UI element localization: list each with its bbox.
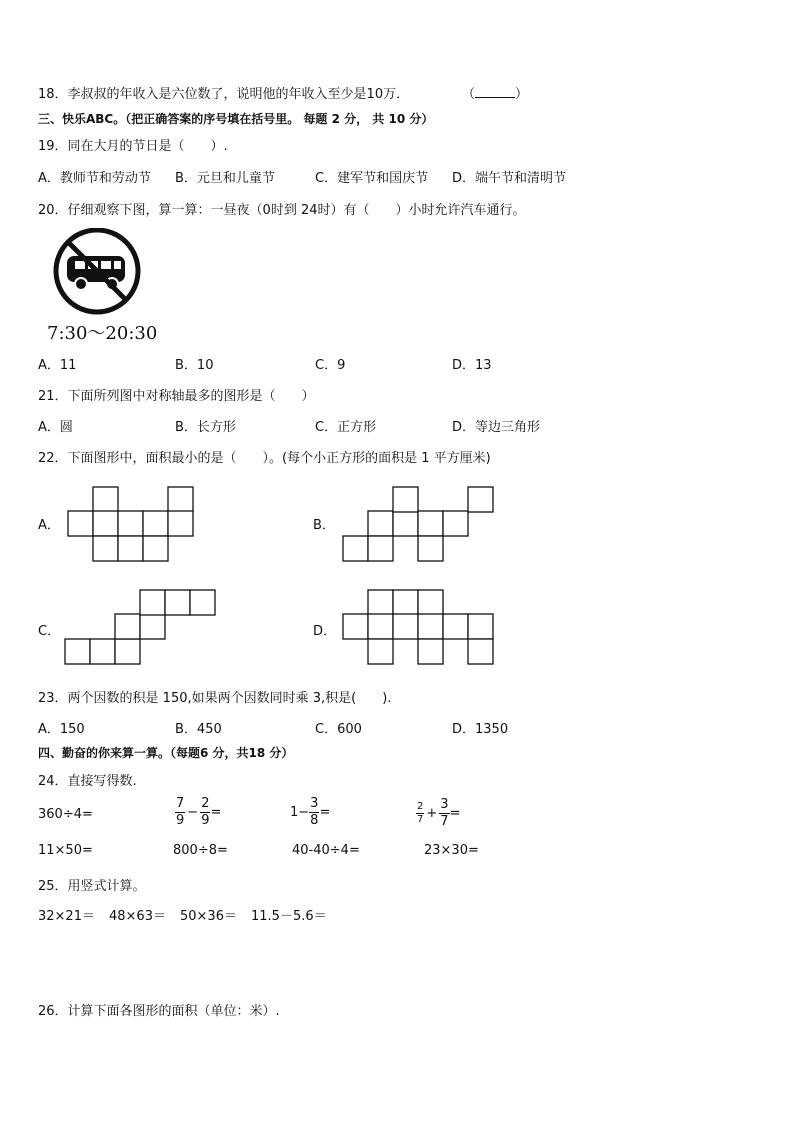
q22-option-a-label[interactable]: A． [38,518,60,533]
paren-close: ） [515,87,529,102]
answer-blank[interactable] [475,86,515,98]
q24-item-1[interactable]: 360÷4= [38,807,93,822]
q22-figure-b [342,486,494,562]
q22-option-c-label[interactable]: C． [38,624,61,639]
q19-option-b[interactable]: B．元旦和儿童节 [175,171,275,186]
fraction: $\frac{3}{8}$ [310,796,319,828]
q24-item-8[interactable]: 23×30= [424,843,479,858]
question-20-stem: 20．仔细观察下图，算一算：一昼夜（0时到 24时）有（ ）小时允许汽车通行。 [38,203,526,218]
question-22-stem: 22．下面图形中，面积最小的是（ ）。(每个小正方形的面积是 1 平方厘米) [38,451,491,466]
q23-option-b[interactable]: B．450 [175,722,222,737]
q22-figure-d [342,589,497,666]
q20-option-b[interactable]: B．10 [175,358,214,373]
section-3-heading: 三、快乐ABC。（把正确答案的序号填在括号里。 每题 2 分， 共 10 分） [38,112,434,126]
q22-option-d-label[interactable]: D． [313,624,337,639]
question-24-stem: 24．直接写得数. [38,774,137,789]
section-4-heading: 四、勤奋的你来算一算。（每题6 分，共18 分） [38,746,294,760]
no-vehicles-sign-icon [50,228,146,322]
sign-time-label: 7:30～20:30 [47,323,158,344]
q25-item-1[interactable]: 32×21＝ [38,909,95,924]
q24-item-3[interactable]: 1− $\frac{3}{8}$ = [290,796,331,828]
fraction: $\frac{7}{9}$ [176,796,185,828]
fraction: $\frac{2}{7}$ [417,801,424,825]
q25-item-3[interactable]: 50×36＝ [180,909,237,924]
q22-option-b-label[interactable]: B． [313,518,335,533]
question-23-stem: 23．两个因数的积是 150,如果两个因数同时乘 3,积是( ). [38,691,392,706]
q24-item-5[interactable]: 11×50= [38,843,93,858]
q20-option-a[interactable]: A．11 [38,358,77,373]
q22-figure-a [67,486,195,562]
q24-item-6[interactable]: 800÷8= [173,843,228,858]
fraction: $\frac{3}{7}$ [440,797,449,829]
q20-option-d[interactable]: D．13 [452,358,492,373]
question-26-stem: 26．计算下面各图形的面积（单位：米）. [38,1004,280,1019]
question-25-stem: 25．用竖式计算。 [38,879,146,894]
question-21-stem: 21．下面所列图中对称轴最多的图形是（ ） [38,389,315,404]
q24-item-7[interactable]: 40-40÷4= [292,843,360,858]
q21-option-b[interactable]: B．长方形 [175,420,236,435]
q25-item-4[interactable]: 11.5－5.6＝ [251,909,327,924]
q25-item-2[interactable]: 48×63＝ [109,909,166,924]
question-18 [38,83,409,102]
q19-option-c[interactable]: C．建军节和国庆节 [315,171,429,186]
q19-option-a[interactable]: A．教师节和劳动节 [38,171,151,186]
paren-open: （ [462,87,476,102]
q19-option-d[interactable]: D．端午节和清明节 [452,171,567,186]
q21-option-a[interactable]: A．圆 [38,420,73,435]
q23-option-a[interactable]: A．150 [38,722,85,737]
q21-option-d[interactable]: D．等边三角形 [452,420,541,435]
question-18-answer-blank[interactable] [462,83,528,102]
q23-option-c[interactable]: C．600 [315,722,362,737]
question-19-stem: 19．同在大月的节日是（ ）. [38,139,228,154]
q24-item-4[interactable]: $\frac{2}{7}$ + $\frac{3}{7}$ = [417,797,461,829]
q22-figure-c [64,589,219,666]
q20-option-c[interactable]: C．9 [315,358,346,373]
q21-option-c[interactable]: C．正方形 [315,420,377,435]
q23-option-d[interactable]: D．1350 [452,722,509,737]
q24-item-2[interactable]: $\frac{7}{9}$ − $\frac{2}{9}$ = [176,796,222,828]
question-18-text: 18．李叔叔的年收入是六位数了，说明他的年收入至少是10万． [38,87,410,102]
fraction: $\frac{2}{9}$ [201,796,210,828]
